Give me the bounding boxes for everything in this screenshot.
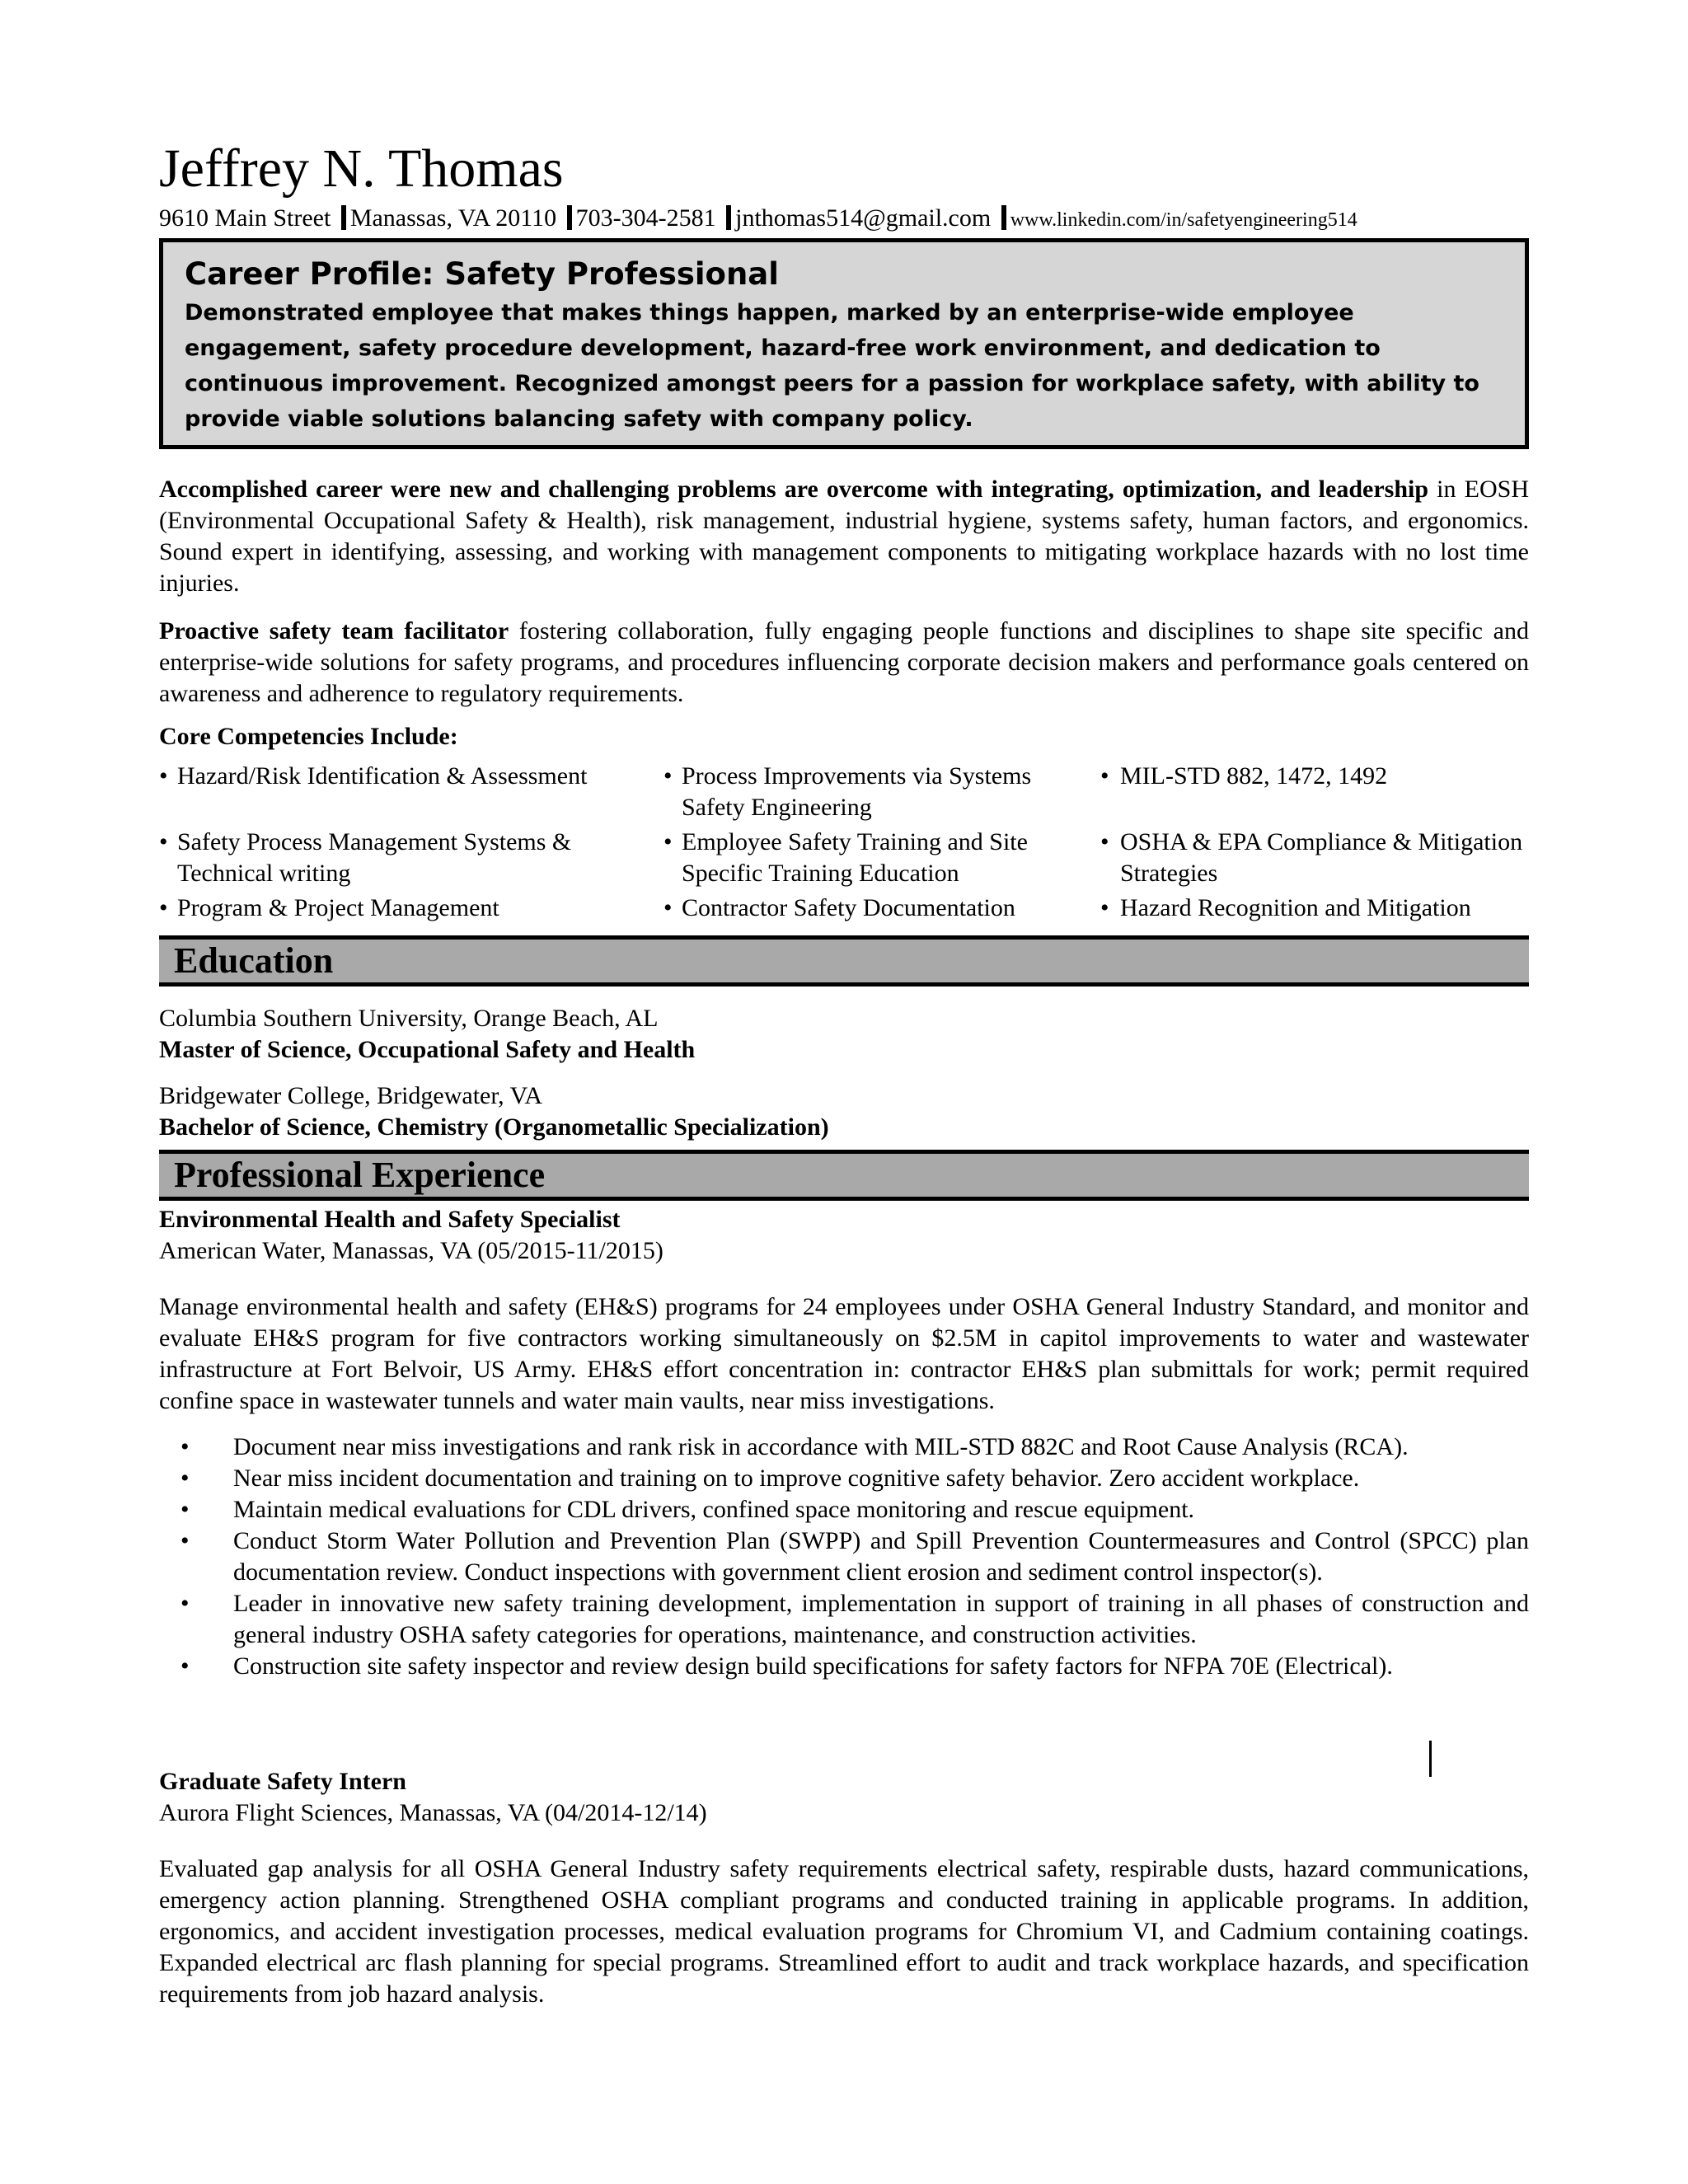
competency-item	[663, 893, 1100, 924]
bullet-icon: •	[181, 1433, 190, 1460]
competency-item	[1100, 827, 1529, 889]
career-profile-title: Career Profile: Safety Professional	[185, 256, 779, 292]
summary-paragraph-1	[159, 474, 1529, 599]
contact-separator	[341, 205, 346, 230]
summary-paragraph-1-lead: Accomplished career were new and challenging problems are overcome with integrating, optimization, and leadership	[159, 476, 1429, 503]
summary-paragraph-2-lead: Proactive safety team facilitator	[159, 617, 509, 644]
bullet-text: Construction site safety inspector and review design build specifications for safety factors for NFPA 70E (Electrical).	[233, 1652, 1393, 1680]
bullet-icon: •	[181, 1465, 190, 1492]
competency-item	[1100, 761, 1529, 823]
competency-item	[159, 893, 663, 924]
summary-paragraph-2-text: fostering collaboration, fully engaging people functions and disciplines to shape site specific and enterprise-wide solutions for safety programs, and procedures influencing corporate decision makers and performance goals centered on awareness and adherence to regulatory requirements.	[159, 617, 1529, 707]
career-profile-body: Demonstrated employee that makes things happen, marked by an enterprise-wide employee engagement, safety procedure development, hazard-free work environment, and dedication to continuous improvement. Recognized amongst peers for a passion for workplace safety, with ability to provide viable solutions balancing safety with company policy.	[185, 300, 1479, 432]
list-item	[159, 1494, 1529, 1526]
education-degree: Bachelor of Science, Chemistry (Organometallic Specialization)	[159, 1113, 829, 1141]
competency-item	[663, 827, 1100, 889]
bullet-text: Maintain medical evaluations for CDL drivers, confined space monitoring and rescue equipment.	[233, 1496, 1195, 1523]
job-bullets	[159, 1432, 1529, 1682]
bullet-icon: •	[181, 1496, 190, 1523]
bullet-icon: •	[663, 828, 673, 855]
contact-phone: 703-304-2581	[575, 204, 716, 232]
bullet-icon: •	[1100, 894, 1109, 921]
bullet-text: Leader in innovative new safety training development, implementation in support of training in all phases of construction and general industry OSHA safety categories for operations, maintenance, and construction activities.	[233, 1590, 1529, 1648]
competency-text: Hazard/Risk Identification & Assessment	[177, 762, 588, 790]
list-item	[159, 1588, 1529, 1651]
bullet-icon: •	[1100, 762, 1109, 790]
education-degree: Master of Science, Occupational Safety and Health	[159, 1036, 696, 1063]
bullet-text: Near miss incident documentation and training on to improve cognitive safety behavior. Zero accident workplace.	[233, 1465, 1360, 1492]
job-entry	[159, 1204, 1529, 1682]
bullet-text: Conduct Storm Water Pollution and Prevention Plan (SWPP) and Spill Prevention Countermeasures and Control (SPCC) plan documentation review. Conduct inspections with government client erosion and sediment control inspector(s).	[233, 1527, 1529, 1586]
competency-text: Employee Safety Training and Site Specific Training Education	[682, 828, 1028, 887]
education-entry	[159, 1003, 1529, 1066]
contact-separator	[567, 205, 572, 230]
bullet-icon: •	[181, 1527, 190, 1554]
bullet-icon: •	[159, 894, 168, 921]
job-entry	[159, 1766, 1529, 2010]
list-item	[159, 1463, 1529, 1494]
summary-paragraph-1-text: in EOSH (Environmental Occupational Safety & Health), risk management, industrial hygiene, systems safety, human factors, and ergonomics. Sound expert in identifying, assessing, and working with management components to mitigating workplace hazards with no lost time injuries.	[159, 476, 1529, 597]
contact-city: Manassas, VA 20110	[349, 204, 557, 232]
contact-linkedin: www.linkedin.com/in/safetyengineering514	[1010, 209, 1357, 231]
contact-street: 9610 Main Street	[159, 204, 331, 232]
bullet-icon: •	[1100, 828, 1109, 855]
job-employer: Aurora Flight Sciences, Manassas, VA (04/2014-12/14)	[159, 1799, 707, 1826]
competency-text: OSHA & EPA Compliance & Mitigation Strategies	[1120, 828, 1523, 887]
competency-text: Contractor Safety Documentation	[682, 894, 1015, 921]
bullet-icon: •	[663, 762, 673, 790]
text-cursor	[1429, 1741, 1432, 1777]
competency-item	[159, 827, 663, 889]
competency-item	[663, 761, 1100, 823]
education-school: Columbia Southern University, Orange Beach, AL	[159, 1005, 659, 1032]
career-profile-box	[159, 238, 1529, 449]
job-title: Graduate Safety Intern	[159, 1768, 406, 1795]
bullet-icon: •	[663, 894, 673, 921]
list-item	[159, 1432, 1529, 1463]
job-description: Evaluated gap analysis for all OSHA General Industry safety requirements electrical safety, respirable dusts, hazard communications, emergency action planning. Strengthened OSHA compliant programs and conducted training in applicable programs. In addition, ergonomics, and accident investigation processes, medical evaluation programs for Chromium VI, and Cadmium containing coatings. Expanded electrical arc flash planning for special programs. Streamlined effort to audit and track workplace hazards, and specification requirements from job hazard analysis.	[159, 1855, 1529, 2008]
bullet-icon: •	[181, 1590, 190, 1617]
competencies-heading: Core Competencies Include:	[159, 723, 458, 750]
competency-item	[159, 761, 663, 823]
competency-text: Process Improvements via Systems Safety Engineering	[682, 762, 1032, 821]
candidate-name: Jeffrey N. Thomas	[159, 138, 564, 199]
competency-text: MIL-STD 882, 1472, 1492	[1120, 762, 1388, 790]
experience-heading: Professional Experience	[159, 1150, 1529, 1201]
bullet-icon: •	[159, 828, 168, 855]
job-description: Manage environmental health and safety (EH&S) programs for 24 employees under OSHA General Industry Standard, and monitor and evaluate EH&S program for five contractors working simultaneously on $2.5M in capitol improvements to water and wastewater infrastructure at Fort Belvoir, US Army. EH&S effort concentration in: contractor EH&S plan submittals for work; permit required confine space in wastewater tunnels and water main vaults, near miss investigations.	[159, 1293, 1529, 1414]
education-school: Bridgewater College, Bridgewater, VA	[159, 1082, 543, 1109]
bullet-text: Document near miss investigations and rank risk in accordance with MIL-STD 882C and Root Cause Analysis (RCA).	[233, 1433, 1409, 1460]
list-item	[159, 1651, 1529, 1682]
education-heading: Education	[159, 935, 1529, 987]
contact-separator	[1001, 205, 1006, 230]
competencies-grid	[159, 761, 1529, 924]
summary-paragraph-2	[159, 616, 1529, 710]
bullet-icon: •	[181, 1652, 190, 1680]
job-title: Environmental Health and Safety Specialist	[159, 1206, 621, 1233]
resume-content	[159, 136, 1529, 2035]
bullet-icon: •	[159, 762, 168, 790]
list-item	[159, 1526, 1529, 1588]
competency-text: Hazard Recognition and Mitigation	[1120, 894, 1471, 921]
contact-separator	[726, 205, 731, 230]
contact-email: jnthomas514@gmail.com	[735, 204, 992, 232]
contact-line	[159, 204, 1529, 235]
competency-text: Program & Project Management	[177, 894, 499, 921]
competency-text: Safety Process Management Systems & Technical writing	[177, 828, 572, 887]
education-entry	[159, 1080, 1529, 1143]
competency-item	[1100, 893, 1529, 924]
job-employer: American Water, Manassas, VA (05/2015-11/2015)	[159, 1237, 663, 1264]
